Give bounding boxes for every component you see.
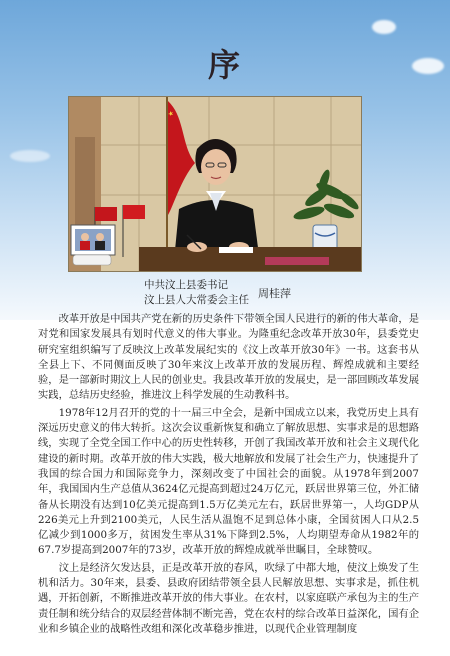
cloud: [372, 20, 396, 34]
paragraph: 1978年12月召开的党的十一届三中全会，是新中国成立以来，我党历史上具有深远历史意义的伟大转折。这次会议重新恢复和确立了解放思想、实事求是的思想路线，实现了全党全国工作中心的历史性转移，开创了我国改革开放和社会主义现代化建设的新时期。改革开放的伟大实践，极大地解放和发展了社会生产力，快速提升了我国的综合国力和国际竞争力，深刻改变了中国社会的面貌。从1978年到2007年，我国国内生产总值从3624亿元提高到超过24万亿元，跃居世界第三位，外汇储备从长期没有达到10亿美元提高到1.5万亿美元左右，跃居世界第一，人均GDP从226美元上升到2100美元，人民生活从温饱不足到总体小康，全国贫困人口从2.5亿减少到1000多万，贫困发生率从31%下降到2.5%，人均期望寿命从1982年的67.7岁提高到2007年的73岁，改革开放的辉煌成就举世瞩目，全球赞叹。: [38, 406, 419, 557]
portrait-photo: [68, 96, 362, 272]
caption-title-1: 中共汶上县委书记: [144, 279, 228, 291]
paragraph: 改革开放是中国共产党在新的历史条件下带领全国人民进行的新的伟大革命，是对党和国家发展具有划时代意义的伟大事业。为隆重纪念改革开放30年，县委党史研究室组织编写了反映汶上改革发展纪实的《汶上改革开放30年》一书。这套书从全县上下、不同侧面反映了30年来汶上改革开放的发展历程、辉煌成就和主要经验，是一部新时期汶上人民的创业史。我县改革开放的发展史，是一部回顾改革发展实践，总结历史经验，推进汶上科学发展的生动教科书。: [38, 313, 419, 402]
paragraph: 汶上是经济欠发达县，正是改革开放的春风，吹绿了中都大地，使汶上焕发了生机和活力。30年来，县委、县政府团结带领全县人民解放思想、实事求是，抓住机遇，开拓创新，不断推进改革开放的伟大事业。在农村，以家庭联产承包为主的生产责任制和统分结合的双层经营体制不断完善，党在农村的综合改革日益深化，国有企业和乡镇企业的战略性改组和深化改革稳步推进，以现代企业管理制度: [38, 561, 419, 635]
page-title: 序: [207, 46, 242, 84]
cloud: [10, 150, 50, 162]
caption-title-2: 汶上县人大常委会主任: [144, 294, 249, 306]
caption-author-name: 周桂萍: [258, 287, 291, 300]
preface-body: [38, 312, 419, 639]
